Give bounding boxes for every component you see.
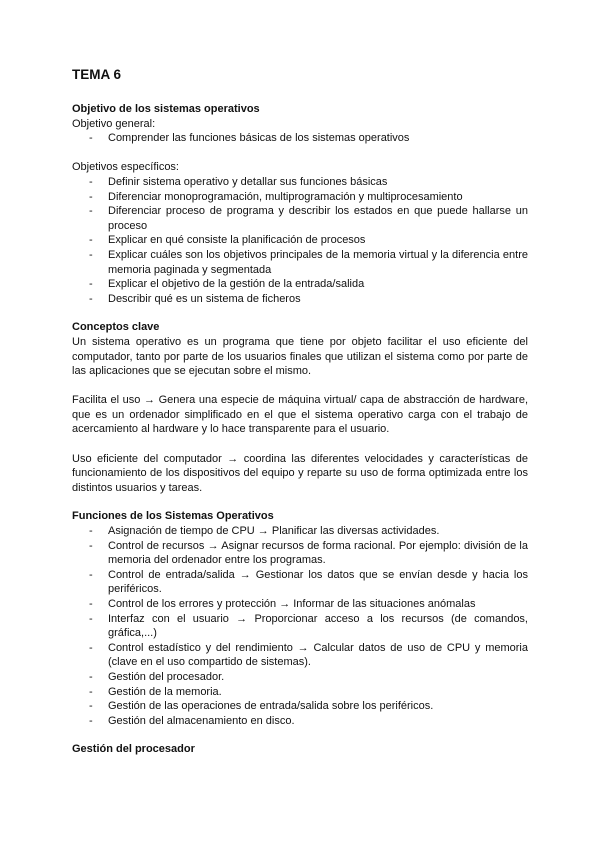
dash-bullet: - — [89, 539, 93, 552]
dash-bullet: - — [89, 700, 93, 713]
list-item: - Diferenciar proceso de programa y describir los estados en que puede hallarse un proceso — [89, 205, 528, 232]
dash-bullet: - — [89, 278, 93, 291]
list-item: - Control de recursos → Asignar recursos de forma racional. Por ejemplo: división de la memoria del ordenador entre los programas. — [89, 539, 528, 567]
dash-bullet: - — [89, 670, 93, 683]
document-title: TEMA 6 — [72, 67, 122, 82]
list-item: - Comprender las funciones básicas de los sistemas operativos — [89, 132, 410, 145]
conceptos-paragraph: Uso eficiente del computador → coordina las diferentes velocidades y características de funcionamiento de los dispositivos del equipo y reparte su uso de forma optimizada entre los distintos usuarios y tareas. — [72, 452, 528, 494]
objetivo-general-list — [72, 131, 528, 146]
dash-bullet: - — [89, 714, 93, 727]
objetivos-especificos-label: Objetivos específicos: — [72, 161, 179, 174]
dash-bullet: - — [89, 525, 93, 538]
list-item: - Control de entrada/salida → Gestionar los datos que se envían desde y hacia los periféricos. — [89, 568, 528, 596]
list-item: - Gestión del procesador. — [89, 670, 225, 683]
objetivos-especificos-list — [72, 175, 528, 306]
list-item: - Diferenciar monoprogramación, multiprogramación y multiprocesamiento — [89, 190, 463, 203]
dash-bullet: - — [89, 205, 93, 218]
list-item: - Explicar cuáles son los objetivos principales de la memoria virtual y la diferencia entre memoria paginada y segmentada — [89, 248, 528, 276]
dash-bullet: - — [89, 190, 93, 203]
dash-bullet: - — [89, 568, 93, 581]
dash-bullet: - — [89, 175, 93, 188]
list-item: - Gestión del almacenamiento en disco. — [89, 714, 295, 727]
dash-bullet: - — [89, 598, 93, 610]
section-heading-conceptos: Conceptos clave — [72, 321, 160, 334]
dash-bullet: - — [89, 292, 93, 305]
funciones-list — [72, 524, 528, 728]
list-item: - Describir qué es un sistema de ficheros — [89, 292, 301, 305]
section-funciones — [72, 509, 528, 728]
dash-bullet: - — [89, 641, 93, 654]
list-item: - Asignación de tiempo de CPU → Planificar las diversas actividades. — [89, 525, 440, 538]
section-objetivo — [72, 102, 528, 306]
conceptos-paragraph: Facilita el uso → Genera una especie de máquina virtual/ capa de abstracción de hardware, que es un ordenador simplificado en el que el sistema operativo carga con el trabajo de acercamiento al hardware y lo hace transparente para el usuario. — [72, 394, 528, 436]
list-item: - Control estadístico y del rendimiento → Calcular datos de uso de CPU y memoria (clave en el uso compartido de sistemas). — [89, 641, 528, 669]
section-conceptos — [72, 320, 528, 495]
document-body — [72, 66, 528, 757]
dash-bullet: - — [89, 248, 93, 261]
conceptos-paragraph: Un sistema operativo es un programa que tiene por objeto facilitar el uso eficiente del computador, tanto por parte de los usuarios finales que utilizan el sistema como por parte de las aplicaciones que se ejecutan sobre el mismo. — [72, 335, 528, 378]
dash-bullet: - — [89, 132, 93, 145]
section-gestion — [72, 742, 528, 757]
objetivo-general-label: Objetivo general: — [72, 117, 156, 130]
list-item: - Control de los errores y protección → Informar de las situaciones anómalas — [89, 598, 476, 610]
list-item: - Gestión de la memoria. — [89, 685, 222, 698]
section-heading-funciones: Funciones de los Sistemas Operativos — [72, 510, 274, 523]
list-item: - Interfaz con el usuario → Proporcionar acceso a los recursos (de comandos, gráfica,...) — [89, 612, 528, 640]
list-item: - Explicar en qué consiste la planificación de procesos — [89, 234, 366, 247]
list-item: - Definir sistema operativo y detallar sus funciones básicas — [89, 175, 388, 188]
list-item: - Explicar el objetivo de la gestión de la entrada/salida — [89, 278, 365, 291]
list-item: - Gestión de las operaciones de entrada/salida sobre los periféricos. — [89, 700, 434, 713]
dash-bullet: - — [89, 612, 93, 625]
section-heading-gestion: Gestión del procesador — [72, 743, 195, 756]
section-heading-objetivo: Objetivo de los sistemas operativos — [72, 103, 260, 115]
dash-bullet: - — [89, 685, 93, 698]
dash-bullet: - — [89, 234, 93, 247]
